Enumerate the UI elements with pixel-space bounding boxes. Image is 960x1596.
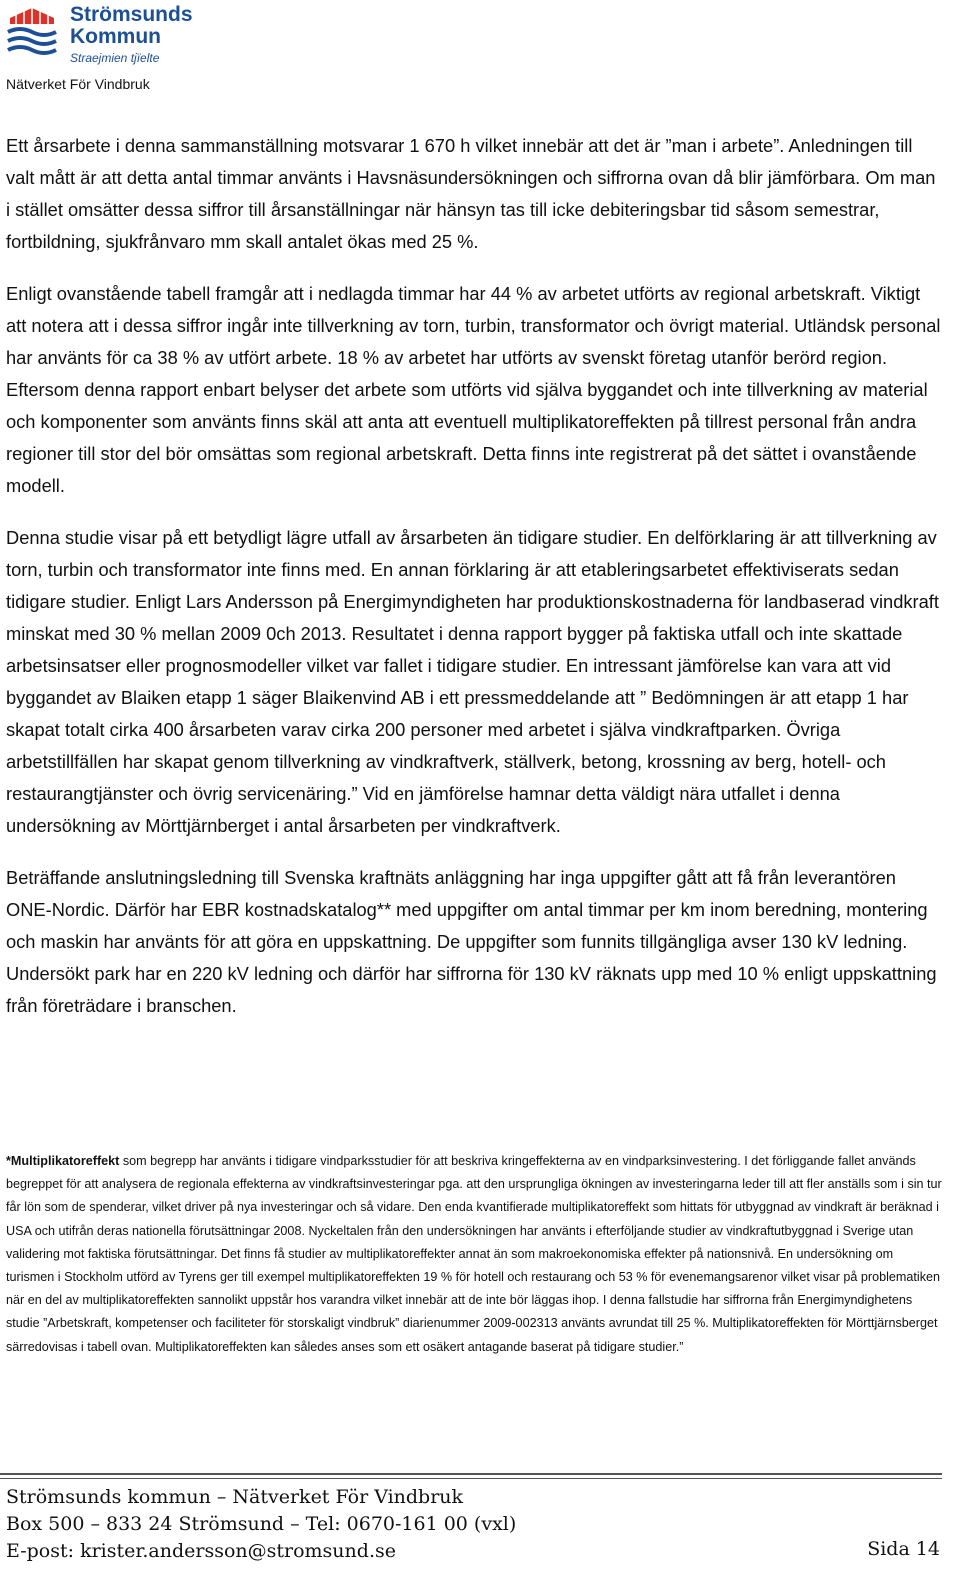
page-number: Sida 14: [867, 1538, 940, 1560]
footer-divider: [0, 1473, 942, 1475]
footer-organization: Strömsunds kommun – Nätverket För Vindbruk: [6, 1486, 464, 1508]
body-text: [6, 130, 942, 1042]
paragraph: Denna studie visar på ett betydligt lägre utfall av årsarbeten än tidigare studier. En delförklaring är att tillverkning av torn, turbin och transformator inte finns med. En annan förklaring är att etableringsarbetet effektiviserats sedan tidigare studier. Enligt Lars Andersson på Energimyndigheten har produktionskostnaderna för landbaserad vindkraft minskat med 30 % mellan 2009 0ch 2013. Resultatet i denna rapport bygger på faktiska utfall och inte skattade arbetsinsatser eller prognosmodeller vilket var fallet i tidigare studier. En intressant jämförelse kan vara att vid byggandet av Blaiken etapp 1 säger Blaikenvind AB i ett pressmeddelande att ” Bedömningen är att etapp 1 har skapat totalt cirka 400 årsarbeten varav cirka 200 personer med arbetet i själva vindkraftparken. Övriga arbetstillfällen har skapat genom tillverkning av vindkraftverk, ställverk, betong, krossning av berg, hotell- och restaurangtjänster och övrig servicenäring.” Vid en jämförelse hamnar detta väldigt nära utfallet i denna undersökning av Mörttjärnberget i antal årsarbeten per vindkraftverk.: [6, 527, 939, 836]
paragraph: Beträffande anslutningsledning till Svenska kraftnäts anläggning har inga uppgifter gått att få från leverantören ONE-Nordic. Därför har EBR kostnadskatalog** med uppgifter om antal timmar per km inom beredning, montering och maskin har använts för att göra en uppskattning. De uppgifter som funnits tillgängliga avser 130 kV ledning. Undersökt park har en 220 kV ledning och därför har siffrorna för 130 kV räknats upp med 10 % enligt uppskattning från företrädare i branschen.: [6, 867, 937, 1016]
paragraph: Enligt ovanstående tabell framgår att i nedlagda timmar har 44 % av arbetet utförts av regional arbetskraft. Viktigt att notera att i dessa siffror ingår inte tillverkning av torn, turbin, transformator och övrigt material. Utländsk personal har använts för ca 38 % av utfört arbete. 18 % av arbetet har utförts av svenskt företag utanför berörd region. Eftersom denna rapport enbart belyser det arbete som utförts vid själva byggandet och inte tillverkning av material och komponenter som använts finns skäl att anta att eventuell multiplikatoreffekten på tillrest personal från andra regioner till stor del bör omsättas som regional arbetskraft. Detta finns inte registrerat på det sättet i ovanstående modell.: [6, 283, 941, 496]
paragraph: Ett årsarbete i denna sammanställning motsvarar 1 670 h vilket innebär att det är ”man i arbete”. Anledningen till valt mått är att detta antal timmar använts i Havsnäsundersökningen och siffrorna ovan då blir jämförbara. Om man i stället omsätter dessa siffror till årsanställningar när hänsyn tas till icke debiteringsbar tid såsom semestrar, fortbildning, sjukfrånvaro mm skall antalet ökas med 25 %.: [6, 135, 936, 252]
logo-wordmark-line2: Kommun: [70, 25, 161, 48]
footnote-term: *Multiplikatoreffekt: [6, 1154, 120, 1168]
footer-address: Box 500 – 833 24 Strömsund – Tel: 0670-161 00 (vxl): [6, 1513, 517, 1535]
page-footer: [6, 1484, 942, 1565]
footnote-text: som begrepp har använts i tidigare vindparksstudier för att beskriva kringeffekterna av en vindparksinvestering. I det förliggande fallet används begreppet för att analysera de regionala effekterna av vindkraftsinvesteringar pga. att den ursprungliga ökningen av investeringarna leder till att fler anställs som i sin tur får lön som de spenderar, vilket driver på nya investeringar och så vidare. Den enda kvantifierade multiplikatoreffekt som hittats för utbyggnad av vindkraft är beräknad i USA och utifrån deras nationella förutsättningar 2008. Nyckeltalen från den undersökningen har använts i efterföljande studier av vindkraftutbyggnad i Sverige utan validering mot faktiska förutsättningar. Det finns få studier av multiplikatoreffekter annat än som makroekonomiska effekter på nationsnivå. En undersökning om turismen i Stockholm utförd av Tyrens ger till exempel multiplikatoreffekten 19 % för hotell och restaurang och 53 % för evenemangsarenor vilket visar på problematiken när en del av multiplikatoreffekten sannolikt uppstår hos varandra vilket innebär att de inte bör läggas ihop. I denna fallstudie har siffrorna från Energimyndighetens studie ”Arbetskraft, kompetenser och faciliteter för storskaligt vindbruk” diarienummer 2009-002313 använts avrundat till 25 %. Multiplikatoreffekten för Mörttjärnsberget särredovisas i tabell ovan. Multiplikatoreffekten kan således anses som ett osäkert antagande baserat på tidigare studier.”: [6, 1154, 942, 1354]
footer-email: E-post: krister.andersson@stromsund.se: [6, 1540, 396, 1562]
footer-divider-thin: [0, 1478, 942, 1479]
municipality-logo-icon: [6, 2, 58, 60]
footnote: [6, 1150, 942, 1359]
page-header: [6, 2, 306, 94]
logo-wordmark-line1: Strömsunds: [70, 3, 193, 26]
network-name: Nätverket För Vindbruk: [6, 76, 150, 92]
logo-sami-name: Straejmien tjïelte: [70, 51, 160, 65]
